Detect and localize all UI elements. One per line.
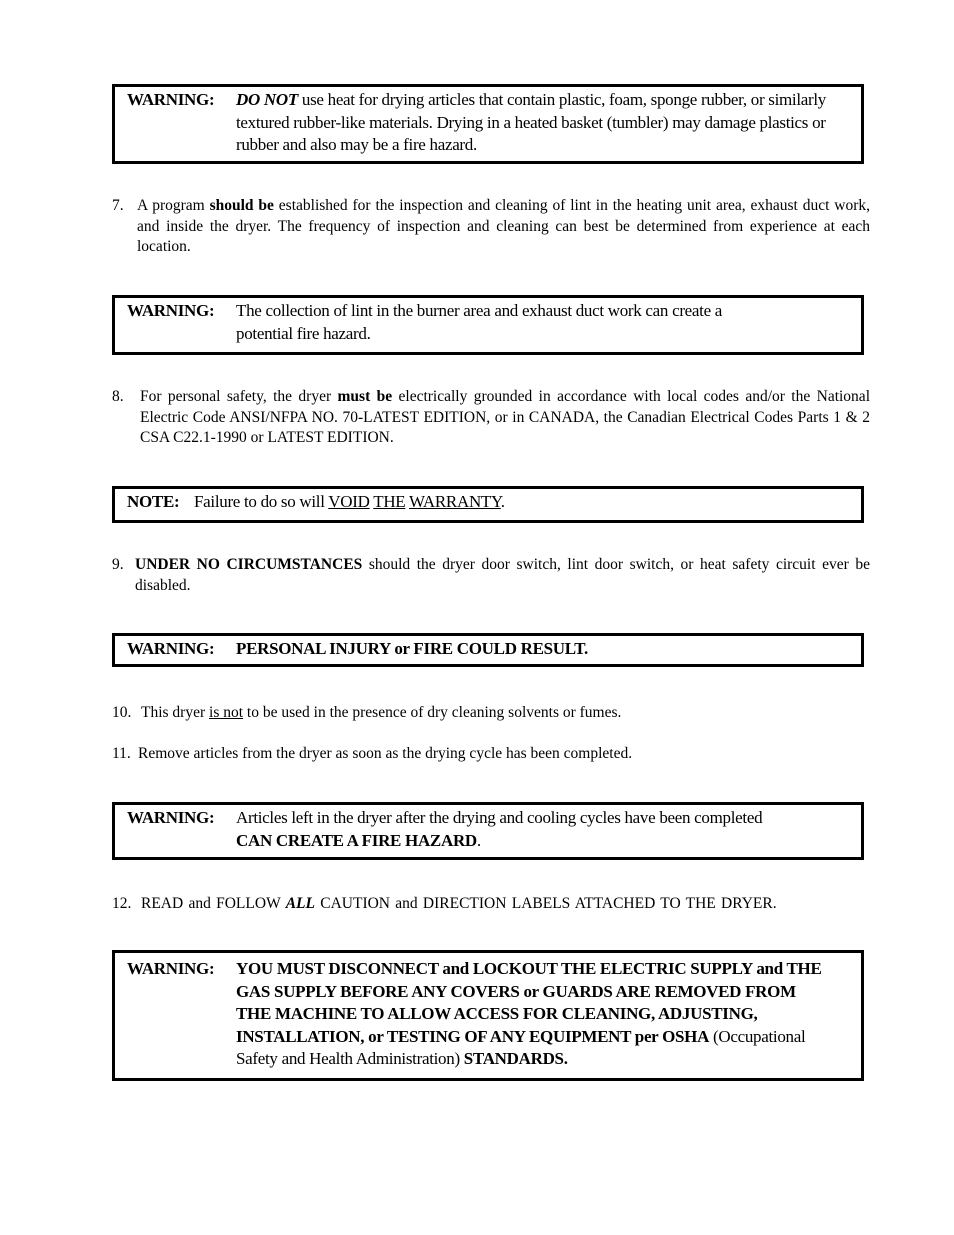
item-number: 7. (112, 197, 124, 214)
warning-text (236, 958, 851, 1071)
list-item-11 (112, 744, 870, 765)
item-text-post: CAUTION and DIRECTION LABELS ATTACHED TO THE DRYER. (314, 895, 777, 912)
note-text-pre: Failure to do so will (194, 492, 329, 511)
warning-body-bold: YOU MUST DISCONNECT and LOCKOUT THE ELECTRIC SUPPLY and THE GAS SUPPLY BEFORE ANY COVERS or GUARDS ARE REMOVED FROM THE MACHINE TO ALLOW ACCESS FOR CLEANING, ADJUSTING, INSTALLATION, or TESTING OF ANY EQUIPMENT per OSHA (236, 959, 822, 1046)
warning-text (236, 89, 851, 157)
item-text-bold: must be (337, 388, 393, 405)
warning-box-injury (112, 633, 864, 667)
item-number: 10. (112, 704, 132, 721)
note-box-warranty (112, 486, 864, 523)
warning-text: PERSONAL INJURY or FIRE COULD RESULT. (236, 639, 588, 658)
item-number: 12. (112, 895, 132, 912)
warning-text: The collection of lint in the burner area and exhaust duct work can create a potential fire hazard. (236, 301, 723, 343)
warning-box-articles-left (112, 802, 864, 860)
warning-box-heat-drying (112, 84, 864, 164)
list-item-10 (112, 703, 870, 724)
note-warranty: WARRANTY (409, 492, 501, 511)
warning-body: Articles left in the dryer after the drying and cooling cycles have been completed (236, 808, 763, 827)
item-text: Remove articles from the dryer as soon as the drying cycle has been completed. (138, 745, 633, 762)
item-text (137, 196, 870, 258)
warning-label: WARNING: (127, 639, 215, 658)
warning-label: WARNING: (127, 959, 215, 978)
item-text (140, 387, 870, 449)
warning-box-lockout (112, 950, 864, 1081)
note-the: THE (373, 492, 406, 511)
warning-label: WARNING: (127, 90, 215, 109)
note-text-post: . (500, 492, 505, 511)
warning-emphasis: DO NOT (236, 90, 298, 109)
warning-emphasis: CAN CREATE A FIRE HAZARD (236, 830, 477, 850)
warning-box-lint-hazard (112, 295, 864, 355)
item-text-bold: UNDER NO CIRCUMSTANCES (135, 556, 363, 573)
item-text-post: should the dryer door switch, lint door switch, or heat safety circuit ever be disabled. (135, 556, 870, 594)
item-text (141, 894, 870, 915)
note-void: VOID (328, 492, 370, 511)
list-item-7 (112, 196, 870, 258)
note-text (194, 491, 851, 514)
warning-body: use heat for drying articles that contain plastic, foam, sponge rubber, or similarly textured rubber-like materials. Drying in a heated basket (tumbler) may damage plastics or rubber and also may be a fire hazard. (236, 90, 827, 154)
note-label: NOTE: (127, 492, 180, 511)
item-number: 8. (112, 388, 124, 405)
item-text-post: established for the inspection and cleaning of lint in the heating unit area, exhaust duct work, and inside the dryer. The frequency of inspection and cleaning can best be determined from experience at each location. (137, 197, 870, 255)
item-text-post: to be used in the presence of dry cleaning solvents or fumes. (243, 704, 622, 721)
item-text-pre: This dryer (141, 704, 210, 721)
item-text-pre: For personal safety, the dryer (140, 388, 338, 405)
list-item-9 (112, 555, 870, 596)
item-text-bold: should be (209, 197, 274, 214)
item-text-underline: is not (209, 704, 244, 721)
warning-label: WARNING: (127, 808, 215, 827)
item-text-pre: A program (137, 197, 210, 214)
warning-standards: STANDARDS. (463, 1049, 568, 1068)
item-number: 11. (112, 745, 131, 762)
item-text-emphasis: ALL (285, 895, 315, 912)
warning-text (236, 807, 851, 852)
warning-osha-expansion: (Occupational Safety and Health Administration) (236, 1026, 806, 1068)
item-number: 9. (112, 556, 124, 573)
list-item-8 (112, 387, 870, 449)
list-item-12 (112, 894, 870, 915)
warning-label: WARNING: (127, 301, 215, 320)
item-text-post: electrically grounded in accordance with local codes and/or the National Electric Code ANSI/NFPA NO. 70-LATEST EDITION, or in CANADA, the Canadian Electrical Codes Parts 1 & 2 CSA C22.1-1990 or LATEST EDITION. (140, 388, 870, 446)
item-text-pre: READ and FOLLOW (141, 895, 286, 912)
warning-end: . (476, 830, 481, 850)
item-text (135, 555, 870, 596)
item-text (141, 703, 870, 724)
